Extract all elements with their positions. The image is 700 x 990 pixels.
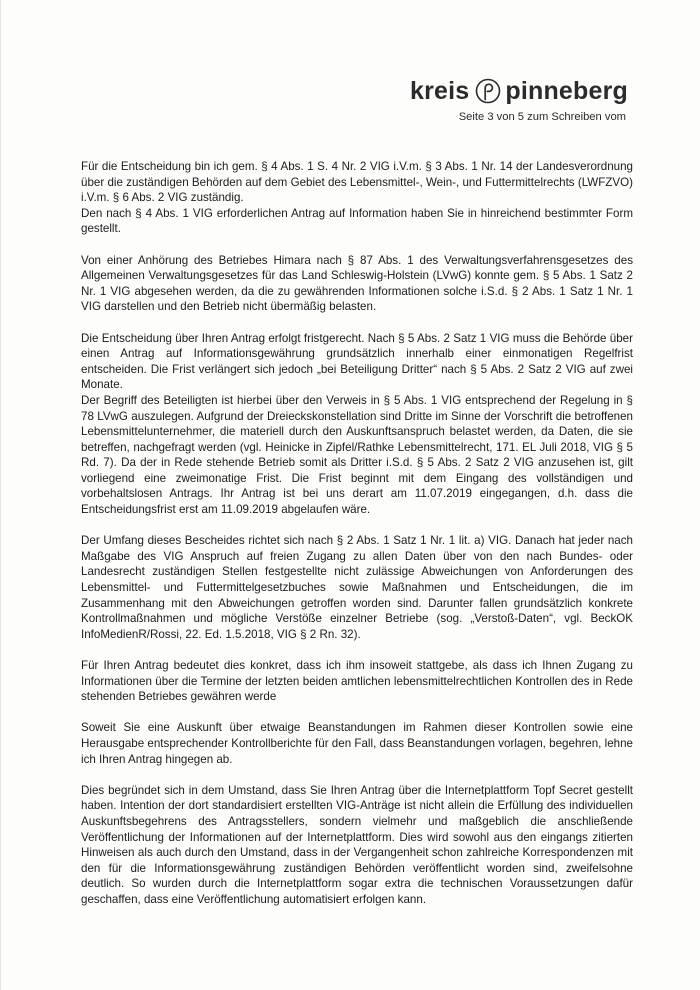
- paragraph-rejection: Soweit Sie eine Auskunft über etwaige Beanstandungen im Rahmen dieser Kontrollen sowie eine Herausgabe entsprechender Kontrollberichte für den Fall, dass Beanstandungen vorlagen, begehren, lehne ich Ihren Antrag hingegen ab.: [81, 721, 633, 766]
- kreis-pinneberg-logo: [410, 78, 628, 104]
- paragraph-grant: Für Ihren Antrag bedeutet dies konkret, dass ich ihm insoweit stattgebe, als dass ich Ihnen Zugang zu Informationen über die Termine der letzten beiden amtlichen lebensmittelrechtlichen Kontrollen des in Rede stehenden Betriebes gewähren werde: [81, 659, 633, 704]
- logo-word-kreis: kreis: [409, 76, 470, 105]
- logo-word-pinneberg: pinneberg: [505, 76, 628, 105]
- logo-mark-icon: [475, 78, 501, 104]
- paragraph-reasoning: Dies begründet sich in dem Umstand, dass Sie Ihren Antrag über die Internetplattform Topf Secret gestellt haben. Intention der dort standardisiert erstellten VIG-Anträge ist nicht allein die Erfüllung des individuellen Auskunftsbegehrens des Antragsstellers, sondern vielmehr und maßgeblich die anschließende Veröffentlichung der Informationen auf der Internetplattform. Dies wird sowohl aus den eingangs zitierten Hinweisen als auch durch den Umstand, dass in der Vergangenheit schon zahlreiche Korrespondenzen mit den für die Informationsgewährung zuständigen Behörden veröffentlicht worden sind, zweifelsohne deutlich. So wurden durch die Internetplattform sogar extra die technischen Voraussetzungen dafür geschaffen, dass eine Veröffentlichung automatisiert erfolgen kann.: [81, 783, 633, 906]
- paragraph-hearing: Von einer Anhörung des Betriebes Himara nach § 87 Abs. 1 des Verwaltungsverfahrensgesetzes des Allgemeinen Verwaltungsgesetzes für das Land Schleswig-Holstein (LVwG) konnte gem. § 5 Abs. 1 Satz 2 Nr. 1 VIG abgesehen werden, da die zu gewährenden Informationen solche i.S.d. § 2 Abs. 1 Satz 1 Nr. 1 VIG darstellen und den Betrieb nicht übermäßig belasten.: [81, 253, 633, 314]
- paragraph-scope: Der Umfang dieses Bescheides richtet sich nach § 2 Abs. 1 Satz 1 Nr. 1 lit. a) VIG. Danach hat jeder nach Maßgabe des VIG Anspruch auf freien Zugang zu allen Daten über von den nach Bundes- oder Landesrecht zuständigen Stellen festgestellte nicht zulässige Abweichungen von Anforderungen des Lebensmittel- und Futtermittelgesetzbuches sowie Maßnahmen und Entscheidungen, die im Zusammenhang mit den Abweichungen getroffen worden sind. Darunter fallen grundsätzlich konkrete Kontrollmaßnahmen und mögliche Verstöße einzelner Betriebe (sog. „Verstoß-Daten“, vgl. BeckOK InfoMedienR/Rossi, 22. Ed. 1.5.2018, VIG § 2 Rn. 32).: [81, 534, 633, 641]
- paragraph-jurisdiction: Für die Entscheidung bin ich gem. § 4 Abs. 1 S. 4 Nr. 2 VIG i.V.m. § 3 Abs. 1 Nr. 14 der Landesverordnung über die zuständigen Behörden auf dem Gebiet des Lebensmittel-, Wein-, und Futtermittelrechts (LWFZVO) i.V.m. § 6 Abs. 2 VIG zuständig.: [81, 160, 633, 205]
- paragraph-third-party: Der Begriff des Beteiligten ist hierbei über den Verweis in § 5 Abs. 1 VIG entsprechend der Regelung in § 78 LVwG auszulegen. Aufgrund der Dreieckskonstellation sind Dritte im Sinne der Vorschrift die betroffenen Lebensmittelunternehmer, die materiell durch den Auskunftsanspruch belastet werden, da Daten, die sie betreffen, nachgefragt werden (vgl. Heinicke in Zipfel/Rathke Lebensmittelrecht, 171. EL Juli 2018, VIG § 5 Rd. 7). Da der in Rede stehende Betrieb somit als Dritter i.S.d. § 5 Abs. 2 Satz 2 VIG anzusehen ist, gilt vorliegend eine zweimonatige Frist. Die Frist beginnt mit dem Eingang des vollständigen und vorbehaltslosen Antrags. Ihr Antrag ist bei uns derart am 11.07.2019 eingegangen, d.h. dass die Entscheidungsfrist erst am 11.09.2019 abgelaufen wäre.: [81, 393, 633, 517]
- page-info: Seite 3 von 5 zum Schreiben vom: [458, 111, 626, 123]
- paragraph-deadline: Die Entscheidung über Ihren Antrag erfolgt fristgerecht. Nach § 5 Abs. 2 Satz 1 VIG muss die Behörde über einen Antrag auf Informationsgewährung grundsätzlich innerhalb einer einmonatigen Regelfrist entscheiden. Die Frist verlängert sich jedoch „bei Beteiligung Dritter“ nach § 5 Abs. 2 Satz 2 VIG auf zwei Monate.: [81, 331, 633, 392]
- letter-header: [410, 78, 628, 123]
- letter-body: [81, 159, 633, 908]
- paragraph-application-form: Den nach § 4 Abs. 1 VIG erforderlichen Antrag auf Information haben Sie in hinreichend bestimmter Form gestellt.: [81, 206, 633, 236]
